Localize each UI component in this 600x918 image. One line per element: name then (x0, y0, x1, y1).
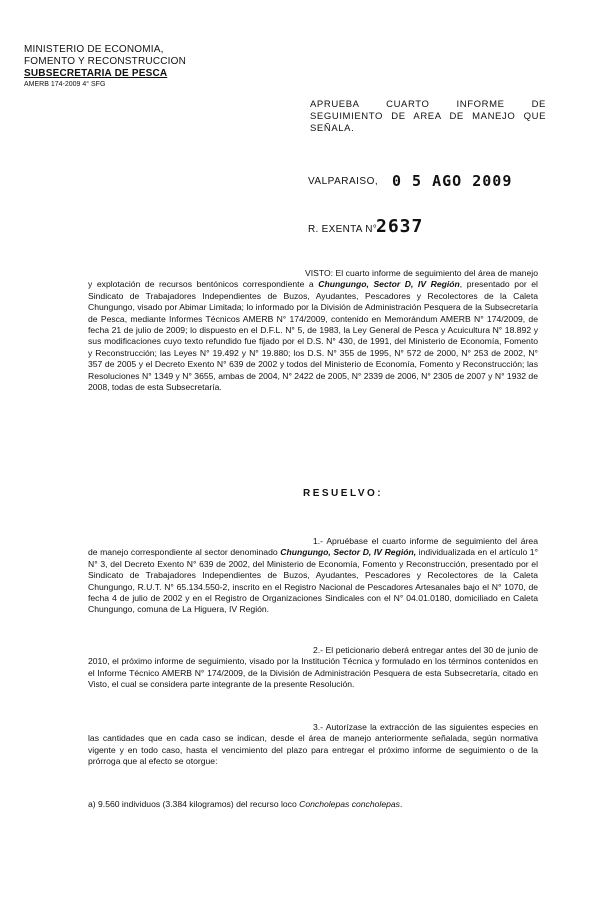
visto-lead: VISTO: El cuarto informe de seguimiento del área de manejo y explotación de recursos bentónicos correspondiente a (88, 268, 538, 290)
item-3-text: 3.- Autorízase la extracción de las siguientes especies en las cantidades que en cada caso se indican, desde el área de manejo anteriormente señalada, según normativa vigente y en todo caso, hasta el vencimiento del plazo para entregar el próximo informe de seguimiento o de la prórroga que al efecto se otorgue: (88, 722, 538, 767)
subsecretaria-name: SUBSECRETARIA DE PESCA (24, 68, 168, 79)
item-2-text: 2.- El peticionario deberá entregar antes del 30 de junio de 2010, el próximo informe de seguimiento, visado por la Institución Técnica y formulado en los términos contenidos en el Informe Técnico AMERB N° 174/2009, de la División de Administración Pesquera de esta Subsecretaría, citado en Visto, el cual se considera parte integrante de la presente Resolución. (88, 645, 538, 690)
item-1-paragraph (88, 536, 538, 616)
item-1-rest: individualizada en el artículo 1° N° 3, del Decreto Exento N° 639 de 2002, del Ministerio de Economía, Fomento y Reconstrucción, presentado por el Sindicato de Trabajadores Independientes de Buzos, Ayudantes, Pescadores y Recolectores de la Caleta Chungungo, R.U.T. N° 65.134.550-2, inscrito en el Registro Nacional de Pescadores Artesanales bajo el N° 1070, de fecha 4 de julio de 2002 y en el Registro de Organizaciones Sindicales con el N° 04.01.0180, domiciliado en Caleta Chungungo, comuna de La Higuera, IV Región. (88, 547, 539, 615)
item-a-end: . (399, 799, 403, 809)
item-2-paragraph (88, 645, 538, 691)
date-stamp: 0 5 AGO 2009 (392, 172, 513, 190)
item-1-lead: 1.- Apruébase el cuarto informe de seguimiento del área de manejo correspondiente al sector denominado (88, 536, 538, 558)
document-title: APRUEBA CUARTO INFORME DE SEGUIMIENTO DE AREA DE MANEJO QUE SEÑALA. (310, 99, 546, 134)
ministry-line-1: MINISTERIO DE ECONOMIA, (24, 44, 164, 55)
item-a-line (88, 799, 538, 810)
resolution-label: R. EXENTA N° (308, 224, 378, 235)
visto-sector: Chungungo, Sector D, IV Región (318, 279, 460, 290)
item-1-sector: Chungungo, Sector D, IV Región, (280, 547, 417, 558)
ministry-line-2: FOMENTO Y RECONSTRUCCION (24, 56, 187, 67)
document-reference: AMERB 174-2009 4° SFG (24, 81, 106, 88)
visto-rest: , presentado por el Sindicato de Trabajadores Independientes de Buzos, Ayudantes, Pescadores y Recolectores de la Caleta Chungungo, visado por Abimar Limitada; lo informado por la División de Administración Pesquera de la Subsecretaría de Pesca, mediante Informes Técnicos AMERB N° 174/2009, contenido en Memorándum AMERB N° 174/2009, de fecha 21 de julio de 2009; lo dispuesto en el D.F.L. N° 5, de 1983, la Ley General de Pesca y Acuicultura N° 18.892 y sus modificaciones cuyo texto refundido fue fijado por el D.S. N° 430, de 1991, del Ministerio de Economía, Fomento y Reconstrucción; las Leyes N° 19.492 y N° 19.880; los D.S. N° 355 de 1995, N° 572 de 2000, N° 253 de 2002, N° 357 de 2005 y el Decreto Exento N° 639 de 2002 y todos del Ministerio de Economía, Fomento y Reconstrucción; las Resoluciones N° 1349 y N° 3655, ambas de 2004, N° 2422 de 2005, N° 2339 de 2006, N° 2305 de 2007 y N° 1932 de 2008, todas de esta Subsecretaría. (88, 279, 538, 393)
letterhead (24, 44, 186, 89)
item-3-paragraph (88, 722, 538, 768)
resuelvo-heading: RESUELVO: (303, 488, 384, 499)
place-label: VALPARAISO, (308, 176, 379, 187)
resolution-number: 2637 (376, 216, 424, 237)
visto-paragraph (88, 268, 538, 393)
item-a-lead: a) 9.560 individuos (3.384 kilogramos) del recurso loco (88, 799, 300, 809)
item-a-species: Concholepas concholepas (299, 799, 400, 809)
